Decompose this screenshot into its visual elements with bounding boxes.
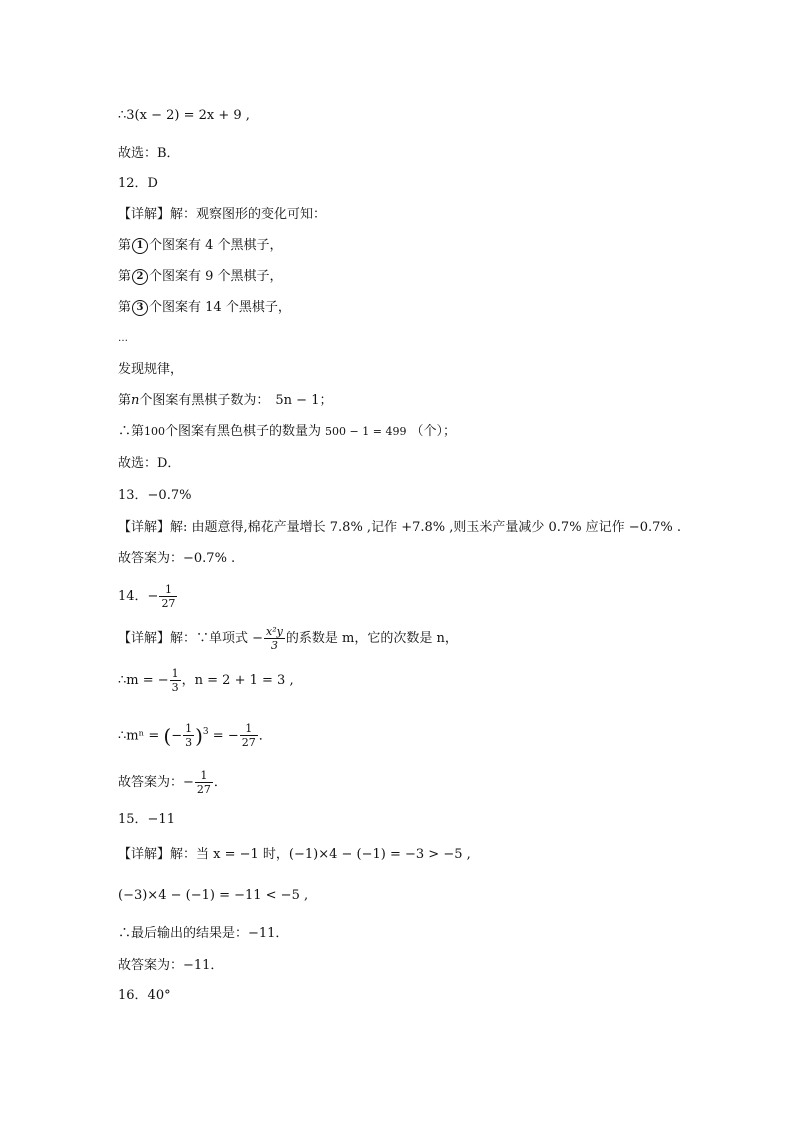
open-paren: (	[163, 723, 172, 748]
discover-rule: 发现规律，	[118, 362, 184, 377]
text: （个）；	[410, 424, 456, 439]
fraction	[170, 667, 181, 694]
text: 第	[118, 269, 132, 284]
m-n-values	[118, 664, 294, 698]
circled-number: 3	[132, 300, 148, 316]
circled-number: 2	[132, 269, 148, 285]
text: 故答案为：−	[118, 775, 194, 790]
circled-number: 1	[132, 238, 148, 254]
text: ∴第	[118, 424, 145, 439]
explanation-13: 【详解】解: 由题意得,棉花产量增长 7.8% ,记作 +7.8% ,则玉米产量减少 0.7% 应记作 −0.7% .	[118, 520, 681, 535]
formula: 5n − 1	[275, 393, 320, 408]
denominator: 27	[196, 783, 211, 796]
step-equation: ∴3(x − 2) = 2x + 9 ,	[118, 108, 250, 123]
numerator: x²y	[266, 625, 283, 638]
number: 100	[144, 425, 166, 438]
question-14-answer	[118, 580, 178, 614]
general-term	[118, 391, 333, 411]
denominator: 27	[241, 736, 256, 750]
explanation-15: 【详解】解：当 x = −1 时，(−1)×4 − (−1) = −3 > −5 ,	[118, 847, 471, 862]
text: = −	[208, 728, 239, 744]
denominator: 3	[171, 681, 179, 694]
question-15-answer: 15．−11	[118, 812, 175, 827]
exponent: 3	[202, 727, 209, 737]
text: ，n = 2 + 1 = 3 ,	[181, 673, 294, 688]
text: ．	[213, 775, 227, 790]
formula: 500 − 1 = 499	[325, 425, 407, 438]
denominator: 27	[161, 597, 176, 610]
text: 14．−	[118, 589, 159, 604]
second-iteration: (−3)×4 − (−1) = −11 < −5 ,	[118, 888, 309, 903]
pattern-line-2	[118, 267, 283, 287]
text: 个图案有 14 个黑棋子，	[149, 300, 291, 315]
denominator: 3	[270, 639, 278, 652]
pattern-line-3	[118, 298, 291, 318]
numerator: 1	[185, 722, 193, 736]
fraction	[240, 722, 258, 749]
ellipsis: …	[118, 333, 128, 344]
term-100	[118, 422, 456, 442]
numerator: 1	[159, 583, 177, 597]
power-calc: ∴mⁿ = (− $\frac{1}{3}$ )$^3$ = − $\frac{1}{27}$ ．	[118, 722, 272, 750]
answer-choice-b: 故选：B．	[118, 146, 180, 161]
fraction	[195, 769, 213, 796]
fraction	[264, 625, 285, 652]
text: 的系数是 m，它的次数是 n，	[285, 631, 458, 646]
text: 【详解】解：∵单项式 −	[118, 631, 264, 646]
text: 第	[118, 300, 132, 315]
question-16-answer: 16．40°	[118, 988, 171, 1003]
close-paren: )	[195, 723, 203, 748]
text: 第	[118, 238, 132, 253]
explanation-heading-12: 【详解】解：观察图形的变化可知：	[118, 207, 327, 222]
text: 个图案有 9 个黑棋子，	[149, 269, 283, 284]
final-output: ∴最后输出的结果是：−11．	[118, 926, 289, 941]
text: ；	[319, 393, 333, 408]
numerator: 1	[195, 769, 213, 783]
text: 第	[118, 393, 132, 408]
question-13-answer: 13．−0.7%	[118, 488, 192, 503]
denominator: 3	[185, 736, 193, 750]
var-n: n	[131, 393, 140, 408]
pattern-line-1	[118, 236, 283, 256]
text: 个图案有黑棋子数为：	[139, 393, 270, 408]
text: ∴m = −	[118, 673, 169, 688]
answer-15: 故答案为：−11．	[118, 958, 224, 973]
answer-choice-d: 故选：D．	[118, 456, 181, 471]
numerator: 1	[240, 722, 258, 736]
text: 个图案有黑色棋子的数量为	[165, 424, 322, 439]
numerator: 1	[171, 667, 179, 680]
text: 个图案有 4 个黑棋子，	[149, 238, 283, 253]
fraction	[183, 722, 194, 749]
text: ∴mⁿ =	[118, 728, 164, 744]
fraction	[159, 583, 177, 610]
answer-13: 故答案为：−0.7% .	[118, 551, 236, 566]
question-12-answer: 12．D	[118, 176, 158, 191]
text: ．	[258, 728, 272, 744]
explanation-14	[118, 622, 458, 656]
answer-14	[118, 766, 227, 800]
